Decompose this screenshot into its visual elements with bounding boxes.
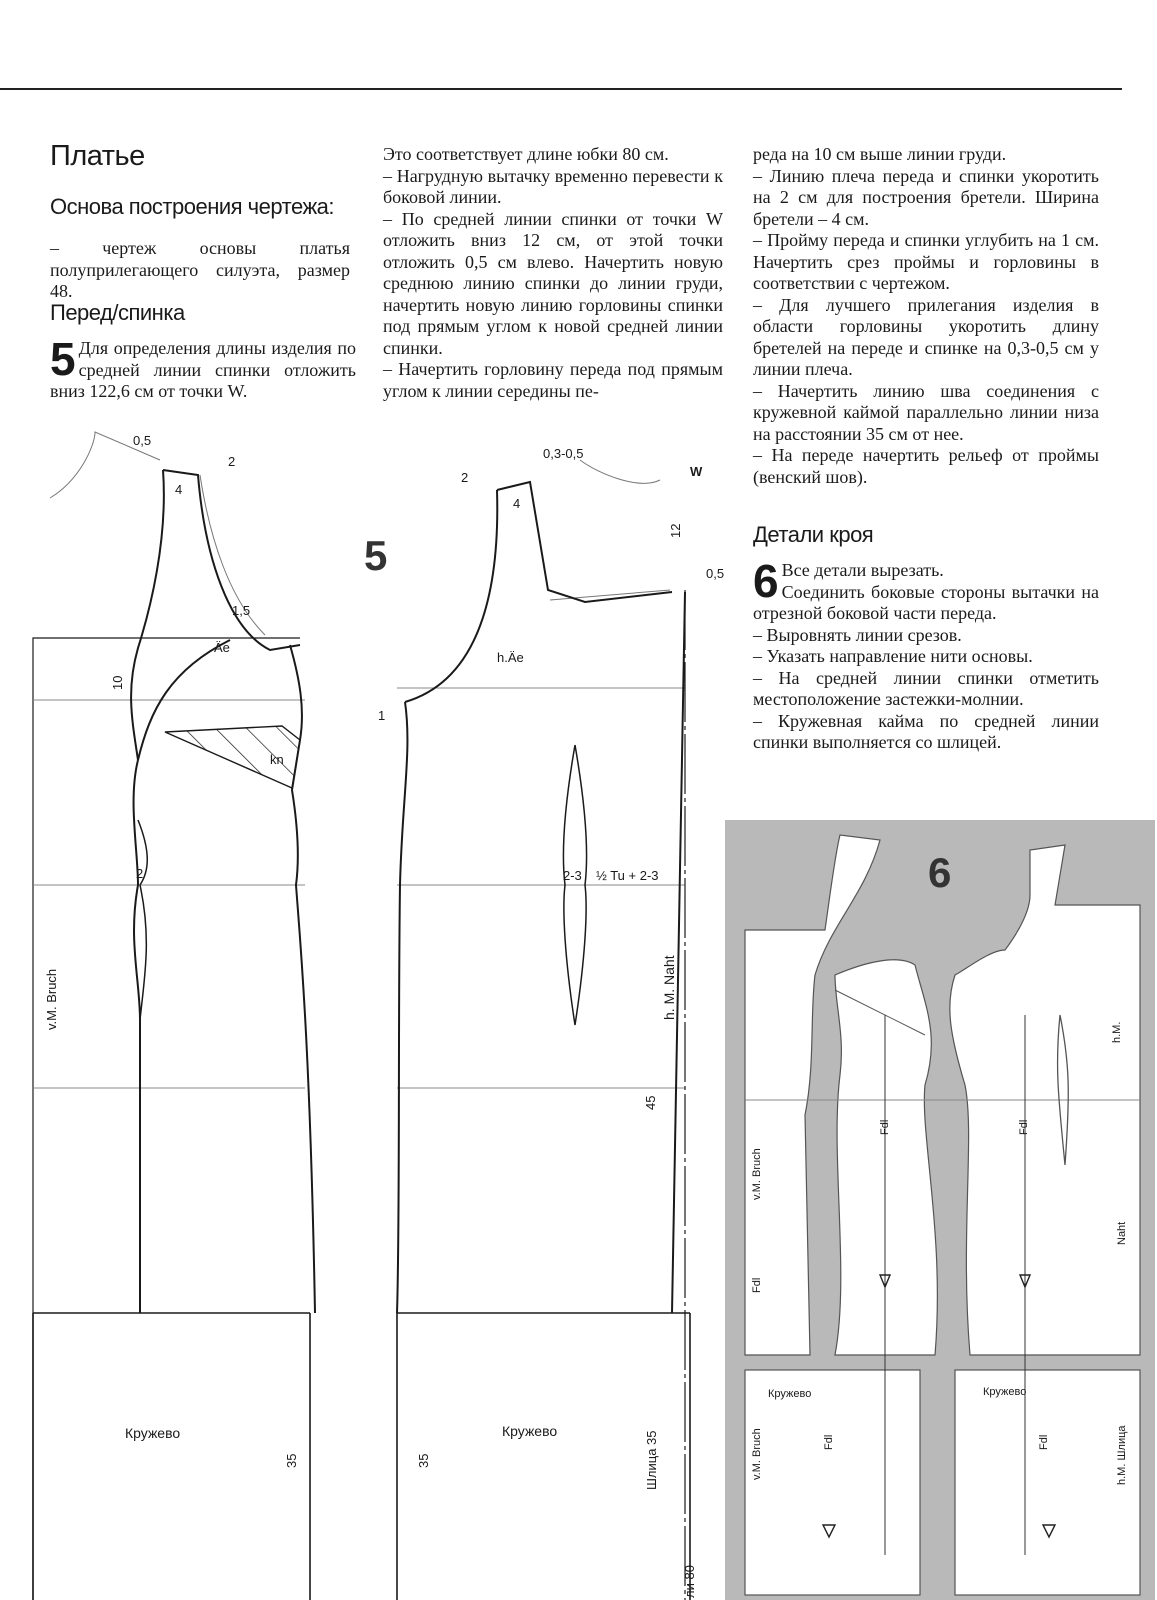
col2-line: Это соответствует длине юбки 80 см.: [383, 144, 669, 164]
step6-line: – На средней линии спинки отметить местоположение застежки-молнии.: [753, 667, 1099, 709]
fold-label: v.M. Bruch: [44, 968, 59, 1030]
dim-label: 10: [110, 675, 125, 690]
grain-label: Fdl: [823, 1434, 835, 1450]
center-back-label: h. M. Naht: [661, 955, 677, 1020]
dim-label: 2: [461, 470, 469, 485]
grain-label: Fdl: [1038, 1434, 1050, 1450]
dim-label: 35: [284, 1453, 299, 1468]
dim-label: Äe: [214, 640, 230, 655]
fold-label: v.M. Bruch: [751, 1148, 763, 1200]
front-side-piece: [835, 960, 937, 1355]
col3-line: – Для лучшего прилегания изделия в области горловины укоротить длину бретелей на переде и спинке на 0,3-0,5 см у линии плеча.: [753, 294, 1099, 379]
step6-line: – Указать направление нити основы.: [753, 646, 1033, 666]
front-waist-dart: [138, 820, 147, 1020]
intro-text: [50, 238, 350, 303]
lace-label: Кружево: [502, 1423, 558, 1439]
intro-paragraph: – чертеж основы платья полуприлегающего силуэта, размер 48.: [50, 238, 350, 301]
front-lace-piece: [745, 1370, 920, 1595]
back-original-shoulder: [550, 460, 670, 600]
step5-number: 5: [50, 333, 76, 385]
front-strap-armhole: [163, 470, 300, 650]
front-strap-inner: [131, 470, 164, 760]
page-title: Платье: [50, 140, 145, 172]
grain-label: Fdl: [879, 1119, 891, 1135]
step6-line: Все детали вырезать.: [781, 560, 944, 580]
cutting-layout-6: [740, 835, 1145, 1600]
slit-label: Шлица 35: [644, 1430, 659, 1490]
seam-label: Naht: [1116, 1221, 1128, 1245]
point-label: W: [690, 464, 703, 479]
lace-label: Кружево: [125, 1425, 181, 1441]
subtitle: Основа построения чертежа:: [50, 194, 335, 219]
dim-label: 2: [228, 454, 236, 469]
lace-label: Кружево: [983, 1386, 1027, 1398]
col3-line: – Начертить линию шва соединения с кружевной каймой параллельно линии низа на расстоянии 35 см от нее.: [753, 380, 1099, 444]
center-back-label: h.M.: [1111, 1021, 1123, 1043]
back-side-seam: [397, 702, 407, 1313]
dim-label: 0,3-0,5: [543, 446, 584, 461]
col3-line: реда на 10 см выше линии груди.: [753, 144, 1007, 164]
dim-label: 2: [136, 866, 144, 881]
step5-col2: [383, 144, 723, 402]
center-panel-seam: [134, 760, 140, 1313]
col2-line: – Нагрудную вытачку временно перевести к боковой линии.: [383, 165, 723, 207]
dim-label: 1,5: [232, 603, 251, 618]
fold-label: v.M. Bruch: [751, 1428, 763, 1480]
back-strap: [497, 482, 672, 602]
col3-line: – Пройму переда и спинки углубить на 1 см. Начертить срез проймы и горловины в соответствии с чертежом.: [753, 230, 1099, 293]
step6-line: – Выровнять линии срезов.: [753, 624, 962, 645]
col2-line: – По средней линии спинки от точки W отложить вниз 12 см, от этой точки отложить 0,5 см влево. Начертить новую среднюю линию спинки до линии груди, начертить новую линию горловины спинки под прямым углом к новой средней линии спинки.: [383, 208, 723, 358]
dim-label: 2-3: [563, 868, 582, 883]
grain-label: Fdl: [1018, 1119, 1030, 1135]
step5-col1-text: Для определения длины изделия по средней линии спинки отложить вниз 122,6 см от точки W.: [50, 338, 356, 401]
header-rule: [0, 88, 1122, 90]
section-front-back: Перед/спинка: [50, 300, 185, 325]
section-cut: Детали кроя: [753, 522, 874, 547]
back-lace-piece: [955, 1370, 1140, 1595]
dim-label: 4: [513, 496, 521, 511]
dim-label: kn: [270, 752, 284, 767]
step6-number: 6: [753, 555, 779, 607]
figure-number-5: 5: [364, 532, 388, 579]
front-outline-base: [33, 638, 300, 1600]
step6-line: Соединить боковые стороны вытачки на отрезной боковой части переда.: [753, 581, 1099, 623]
dim-label: 35: [416, 1453, 431, 1468]
col3-line: – Линию плеча переда и спинки укоротить на 2 см для построения бретели. Ширина бретели – 4 см.: [753, 165, 1099, 229]
dim-label: ½ Tu + 2-3: [596, 868, 659, 883]
dim-label: 12: [668, 523, 683, 538]
step5-col1: [50, 333, 356, 403]
dim-label: 0,5: [706, 566, 725, 581]
back-armhole: [405, 490, 497, 702]
dim-label: 45: [643, 1095, 658, 1110]
lace-label: Кружево: [768, 1388, 812, 1400]
dim-label: h.Äe: [497, 650, 524, 665]
step5-col3: [753, 144, 1099, 488]
dim-label: ли 80: [682, 1565, 697, 1598]
back-center-seam: [672, 592, 685, 1313]
center-back-slit-label: h.M. Шлица: [1116, 1425, 1128, 1485]
front-lace-band: [33, 1313, 310, 1600]
dim-label: 0,5: [133, 433, 152, 448]
col2-line: – Начертить горловину переда под прямым углом к линии середины пе-: [383, 359, 723, 401]
grain-label: Fdl: [751, 1277, 763, 1293]
step6-text: [753, 555, 1099, 754]
dim-label: 4: [175, 482, 183, 497]
step6-line: – Кружевная кайма по средней линии спинки выполняется со шлицей.: [753, 710, 1099, 752]
pattern-drawing-5: [0, 420, 725, 1600]
dim-label: 1: [378, 708, 386, 723]
figure-number-6: 6: [928, 849, 952, 896]
col3-line: – На переде начертить рельеф от проймы (венский шов).: [753, 445, 1099, 487]
